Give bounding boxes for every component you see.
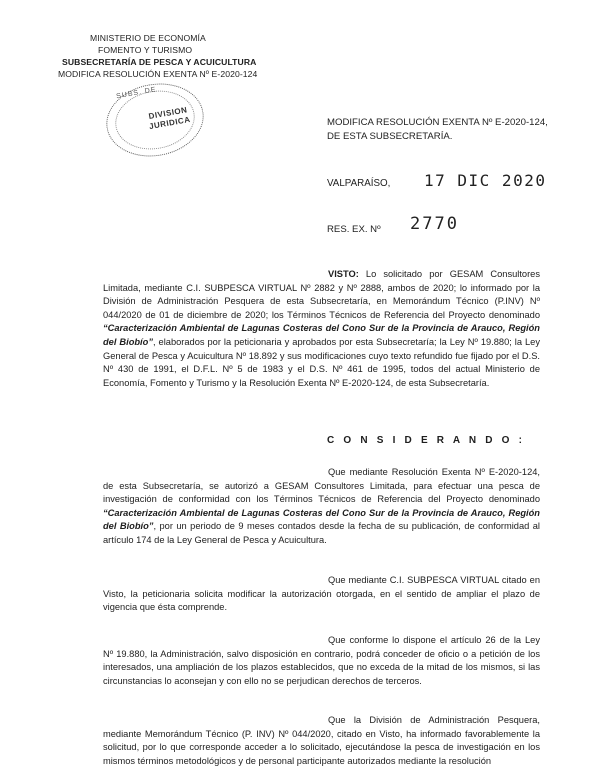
considerando-paragraph-2: [103, 574, 540, 615]
considerando-heading: C O N S I D E R A N D O :: [327, 435, 526, 446]
p1-text-b: , por un periodo de 9 meses contados desde la fecha de su publicación, de conformidad al artículo 174 de la Ley General de Pesca y Acuicultura.: [103, 521, 540, 545]
stamp-center-text: DIVISION JURIDICA: [147, 105, 192, 132]
resolution-subject: [327, 116, 548, 144]
resolution-date: 17 DIC 2020: [424, 171, 547, 190]
p1-project-name: “Caracterización Ambiental de Lagunas Costeras del Cono Sur de la Provincia de Arauco, Región del Biobío”: [103, 507, 540, 532]
p3-text: Que conforme lo dispone el artículo 26 de la Ley Nº 19.880, la Administración, salvo disposición en contrario, podrá conceder de oficio o a petición de los interesados, una ampliación de los plazos establecidos, que no exceda de la mitad de los mismos, si las circunstancias lo aconsejan y con ello no se perjudican derechos de terceros.: [103, 635, 540, 686]
considerando-paragraph-4: [103, 714, 540, 768]
visto-paragraph: [103, 268, 540, 390]
stamp-top-text: SUBS. DE: [115, 86, 158, 101]
visto-text-b: , elaborados por la peticionaria y aprobados por esta Subsecretaría; la Ley Nº 19.880; la Ley General de Pesca y Acuicultura Nº 18.892 y sus modificaciones cuyo texto refundido fue fijado por el D.S. Nº 430 de 1991, el D.F.L. Nº 5 de 1983 y el D.S. Nº 461 de 1995, todos del actual Ministerio de Economía, Fomento y Turismo y la Resolución Exenta Nº E-2020-124, de esta Subsecretaría.: [103, 336, 541, 388]
p4-text: Que la División de Administración Pesquera, mediante Memorándum Técnico (P. INV) Nº 044/2020, citado en Visto, ha informado favorablemente la solicitud, por lo que corresponde acceder a lo solicitado, ejecutándose la pesca de investigación en los mismos términos metodológicos y de personal participante autorizados mediante la resolución: [103, 715, 540, 766]
p1-text-a: Que mediante Resolución Exenta Nº E-2020-124, de esta Subsecretaría, se autorizó a GESAM Consultores Limitada, para efectuar una pesca de investigación de conformidad con los Términos Técnicos de Referencia del Proyecto denominado: [103, 467, 540, 505]
considerando-paragraph-1: [103, 466, 540, 548]
undersecretariat-name: SUBSECRETARÍA DE PESCA Y ACUICULTURA: [62, 57, 257, 67]
resolution-number: 2770: [410, 214, 459, 234]
ministry-subtitle: FOMENTO Y TURISMO: [98, 45, 193, 55]
visto-text-a: Lo solicitado por GESAM Consultores Limitada, mediante C.I. SUBPESCA VIRTUAL Nº 2882 y Nº 2888, ambos de 2020; lo informado por la División de Administración Pesquera de esta Subsecretaría, en Memorándum Técnico (P.INV) Nº 044/2020 de 01 de diciembre de 2020; los Términos Técnicos de Referencia del Proyecto denominado: [103, 269, 540, 320]
considerando-paragraph-3: [103, 634, 540, 688]
resolution-number-label: RES. EX. Nº: [327, 224, 381, 235]
place-label: VALPARAÍSO,: [327, 178, 391, 189]
subject-line-1: MODIFICA RESOLUCIÓN EXENTA Nº E-2020-124,: [327, 117, 548, 128]
ministry-name: MINISTERIO DE ECONOMÍA: [90, 33, 206, 43]
letterhead: [58, 32, 257, 80]
official-stamp: [100, 76, 209, 164]
p2-text: Que mediante C.I. SUBPESCA VIRTUAL citado en Visto, la peticionaria solicita modificar la autorización otorgada, en el sentido de ampliar el plazo de vigencia que ésta comprende.: [103, 575, 540, 613]
visto-project-name: “Caracterización Ambiental de Lagunas Costeras del Cono Sur de la Provincia de Arauco, Región del Biobío”: [103, 323, 540, 347]
document-reference: MODIFICA RESOLUCIÓN EXENTA Nº E-2020-124: [58, 69, 258, 79]
subject-line-2: DE ESTA SUBSECRETARÍA.: [327, 131, 453, 142]
visto-keyword: VISTO:: [328, 269, 359, 279]
